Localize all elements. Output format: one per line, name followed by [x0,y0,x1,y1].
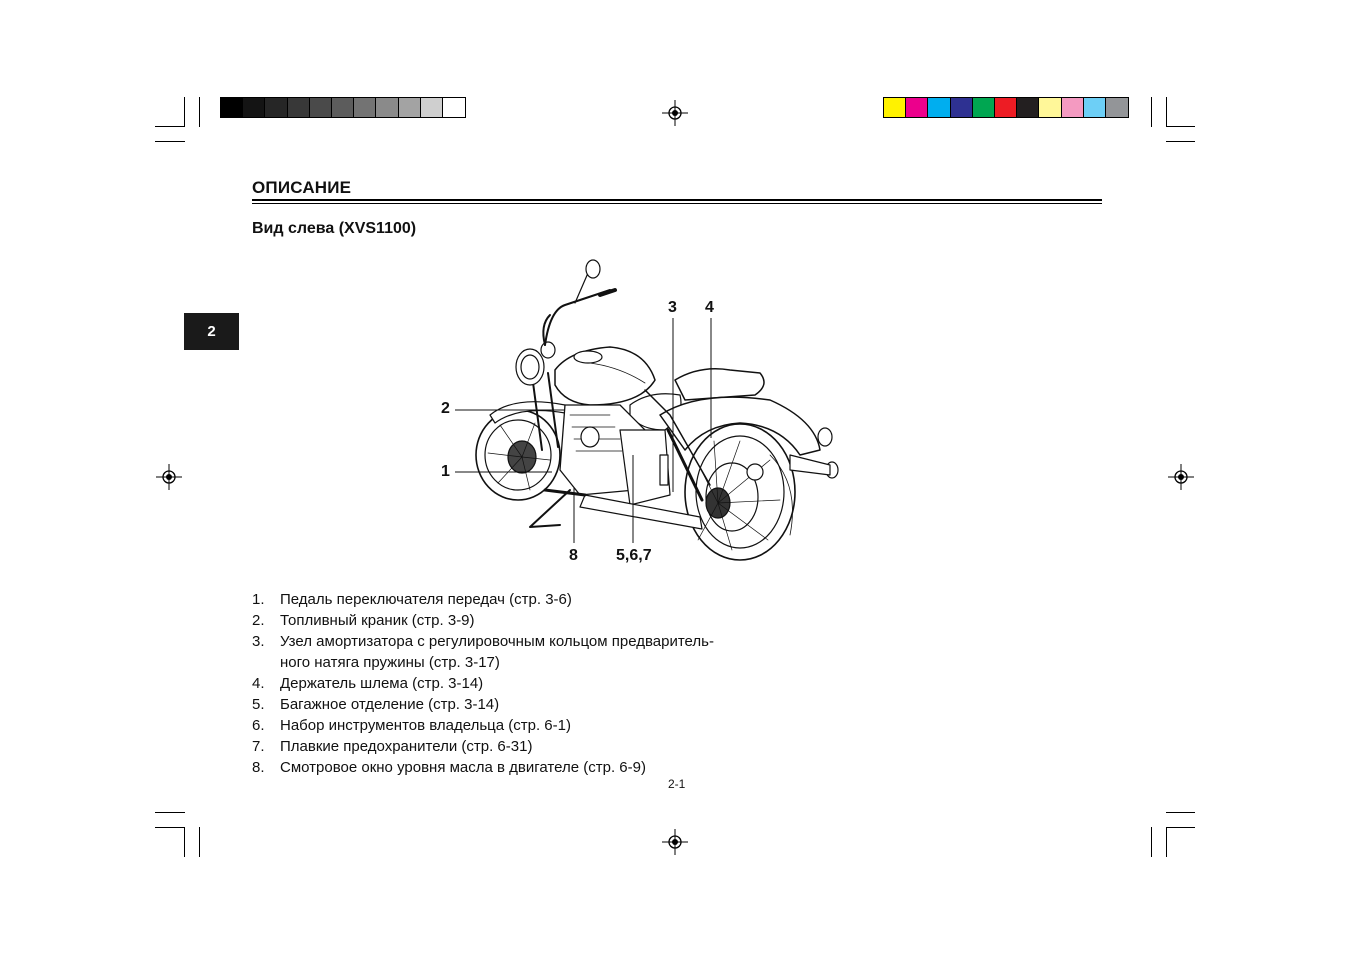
list-item-number: 4. [252,675,265,692]
list-item [252,631,714,652]
parts-list [252,589,714,778]
list-item-text: Держатель шлема (стр. 3-14) [280,675,484,692]
list-item-number: 2. [252,612,265,629]
list-item-text: Плавкие предохранители (стр. 6-31) [280,738,533,755]
list-item-text: Педаль переключателя передач (стр. 3-6) [280,591,572,608]
list-item-text: Набор инструментов владельца (стр. 6-1) [280,717,571,734]
figure-subtitle: Вид слева (XVS1100) [252,220,417,237]
callout-8: 8 [569,547,578,564]
callout-4: 4 [705,299,714,316]
list-item-text: ного натяга пружины (стр. 3-17) [280,654,500,671]
callout-3: 3 [668,299,677,316]
list-item-number: 5. [252,696,265,713]
list-item [252,736,714,757]
list-item-number: 1. [252,591,265,608]
list-item-number: 8. [252,759,265,776]
list-item-text: Багажное отделение (стр. 3-14) [280,696,500,713]
list-item-continuation [252,652,714,673]
list-item [252,715,714,736]
page-number: 2-1 [668,777,686,791]
chapter-tab: 2 [184,313,239,350]
list-item-text: Смотровое окно уровня масла в двигателе (стр. 6-9) [280,759,646,776]
list-item [252,673,714,694]
list-item-text: Узел амортизатора с регулировочным кольцом предваритель- [280,633,714,650]
section-title: ОПИСАНИЕ [252,178,352,197]
callout-5-6-7: 5,6,7 [616,547,652,564]
list-item-text: Топливный краник (стр. 3-9) [280,612,475,629]
list-item [252,757,714,778]
list-item [252,694,714,715]
list-item [252,589,714,610]
list-item-number: 3. [252,633,265,650]
callout-1: 1 [441,463,450,480]
list-item-number: 6. [252,717,265,734]
list-item-number: 7. [252,738,265,755]
callout-2: 2 [441,400,450,417]
list-item [252,610,714,631]
